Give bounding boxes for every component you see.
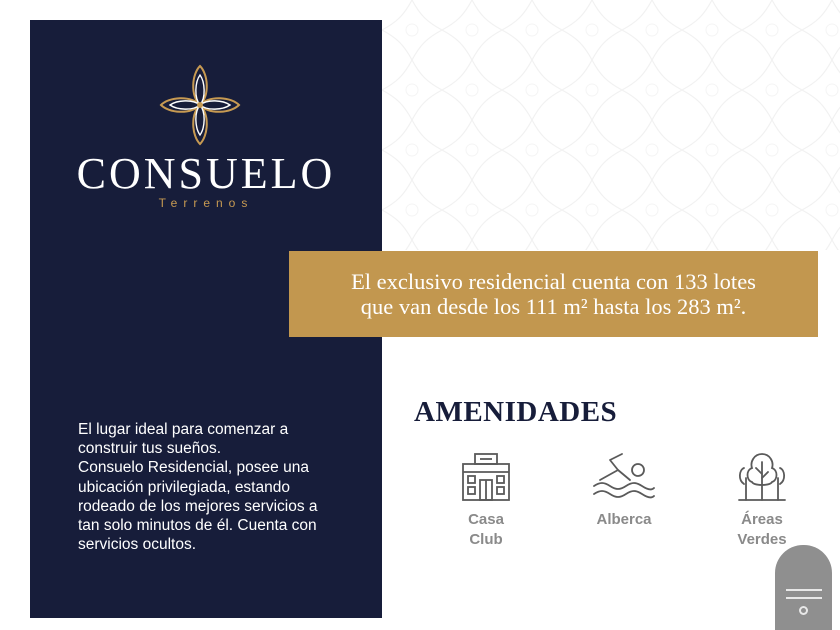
banner-line-2: que van desde los 111 m² hasta los 283 m².: [360, 294, 747, 319]
corner-menu-button[interactable]: [775, 545, 832, 630]
lots-banner: [289, 251, 818, 337]
amenity-label: [707, 510, 817, 550]
building-icon: [460, 450, 512, 502]
swimmer-icon: [592, 450, 656, 502]
brand-subtitle: Terrenos: [158, 196, 254, 210]
amenity-casa-club: [431, 450, 541, 550]
amenity-label-line-1: Áreas: [741, 511, 783, 528]
menu-bar: [786, 597, 822, 599]
amenity-label-line-1: Alberca: [596, 511, 652, 528]
amenities-title: AMENIDADES: [414, 396, 618, 428]
banner-line-1: El exclusivo residencial cuenta con 133 lotes: [351, 269, 756, 294]
description-line-1: El lugar ideal para comenzar a construir tus sueños.: [78, 421, 289, 458]
description-text: [78, 420, 338, 554]
amenity-label: [431, 510, 541, 550]
amenity-label-line-2: Verdes: [737, 531, 787, 548]
menu-dot-icon: [799, 606, 808, 615]
menu-bar: [786, 589, 822, 591]
amenity-label-line-2: Club: [469, 531, 503, 548]
brand-name: CONSUELO: [76, 149, 336, 198]
amenity-alberca: [569, 450, 679, 530]
description-line-2: Consuelo Residencial, posee una ubicación privilegiada, estando rodeado de los mejores servicios a tan solo minutos de él. Cuenta con servicios ocultos.: [78, 459, 318, 554]
decorative-pattern: [382, 0, 840, 250]
amenity-label-line-1: Casa: [468, 511, 504, 528]
amenity-areas-verdes: [707, 450, 817, 550]
flower-logo-icon: [157, 62, 243, 148]
amenity-label: [569, 510, 679, 530]
trees-icon: [736, 450, 788, 502]
